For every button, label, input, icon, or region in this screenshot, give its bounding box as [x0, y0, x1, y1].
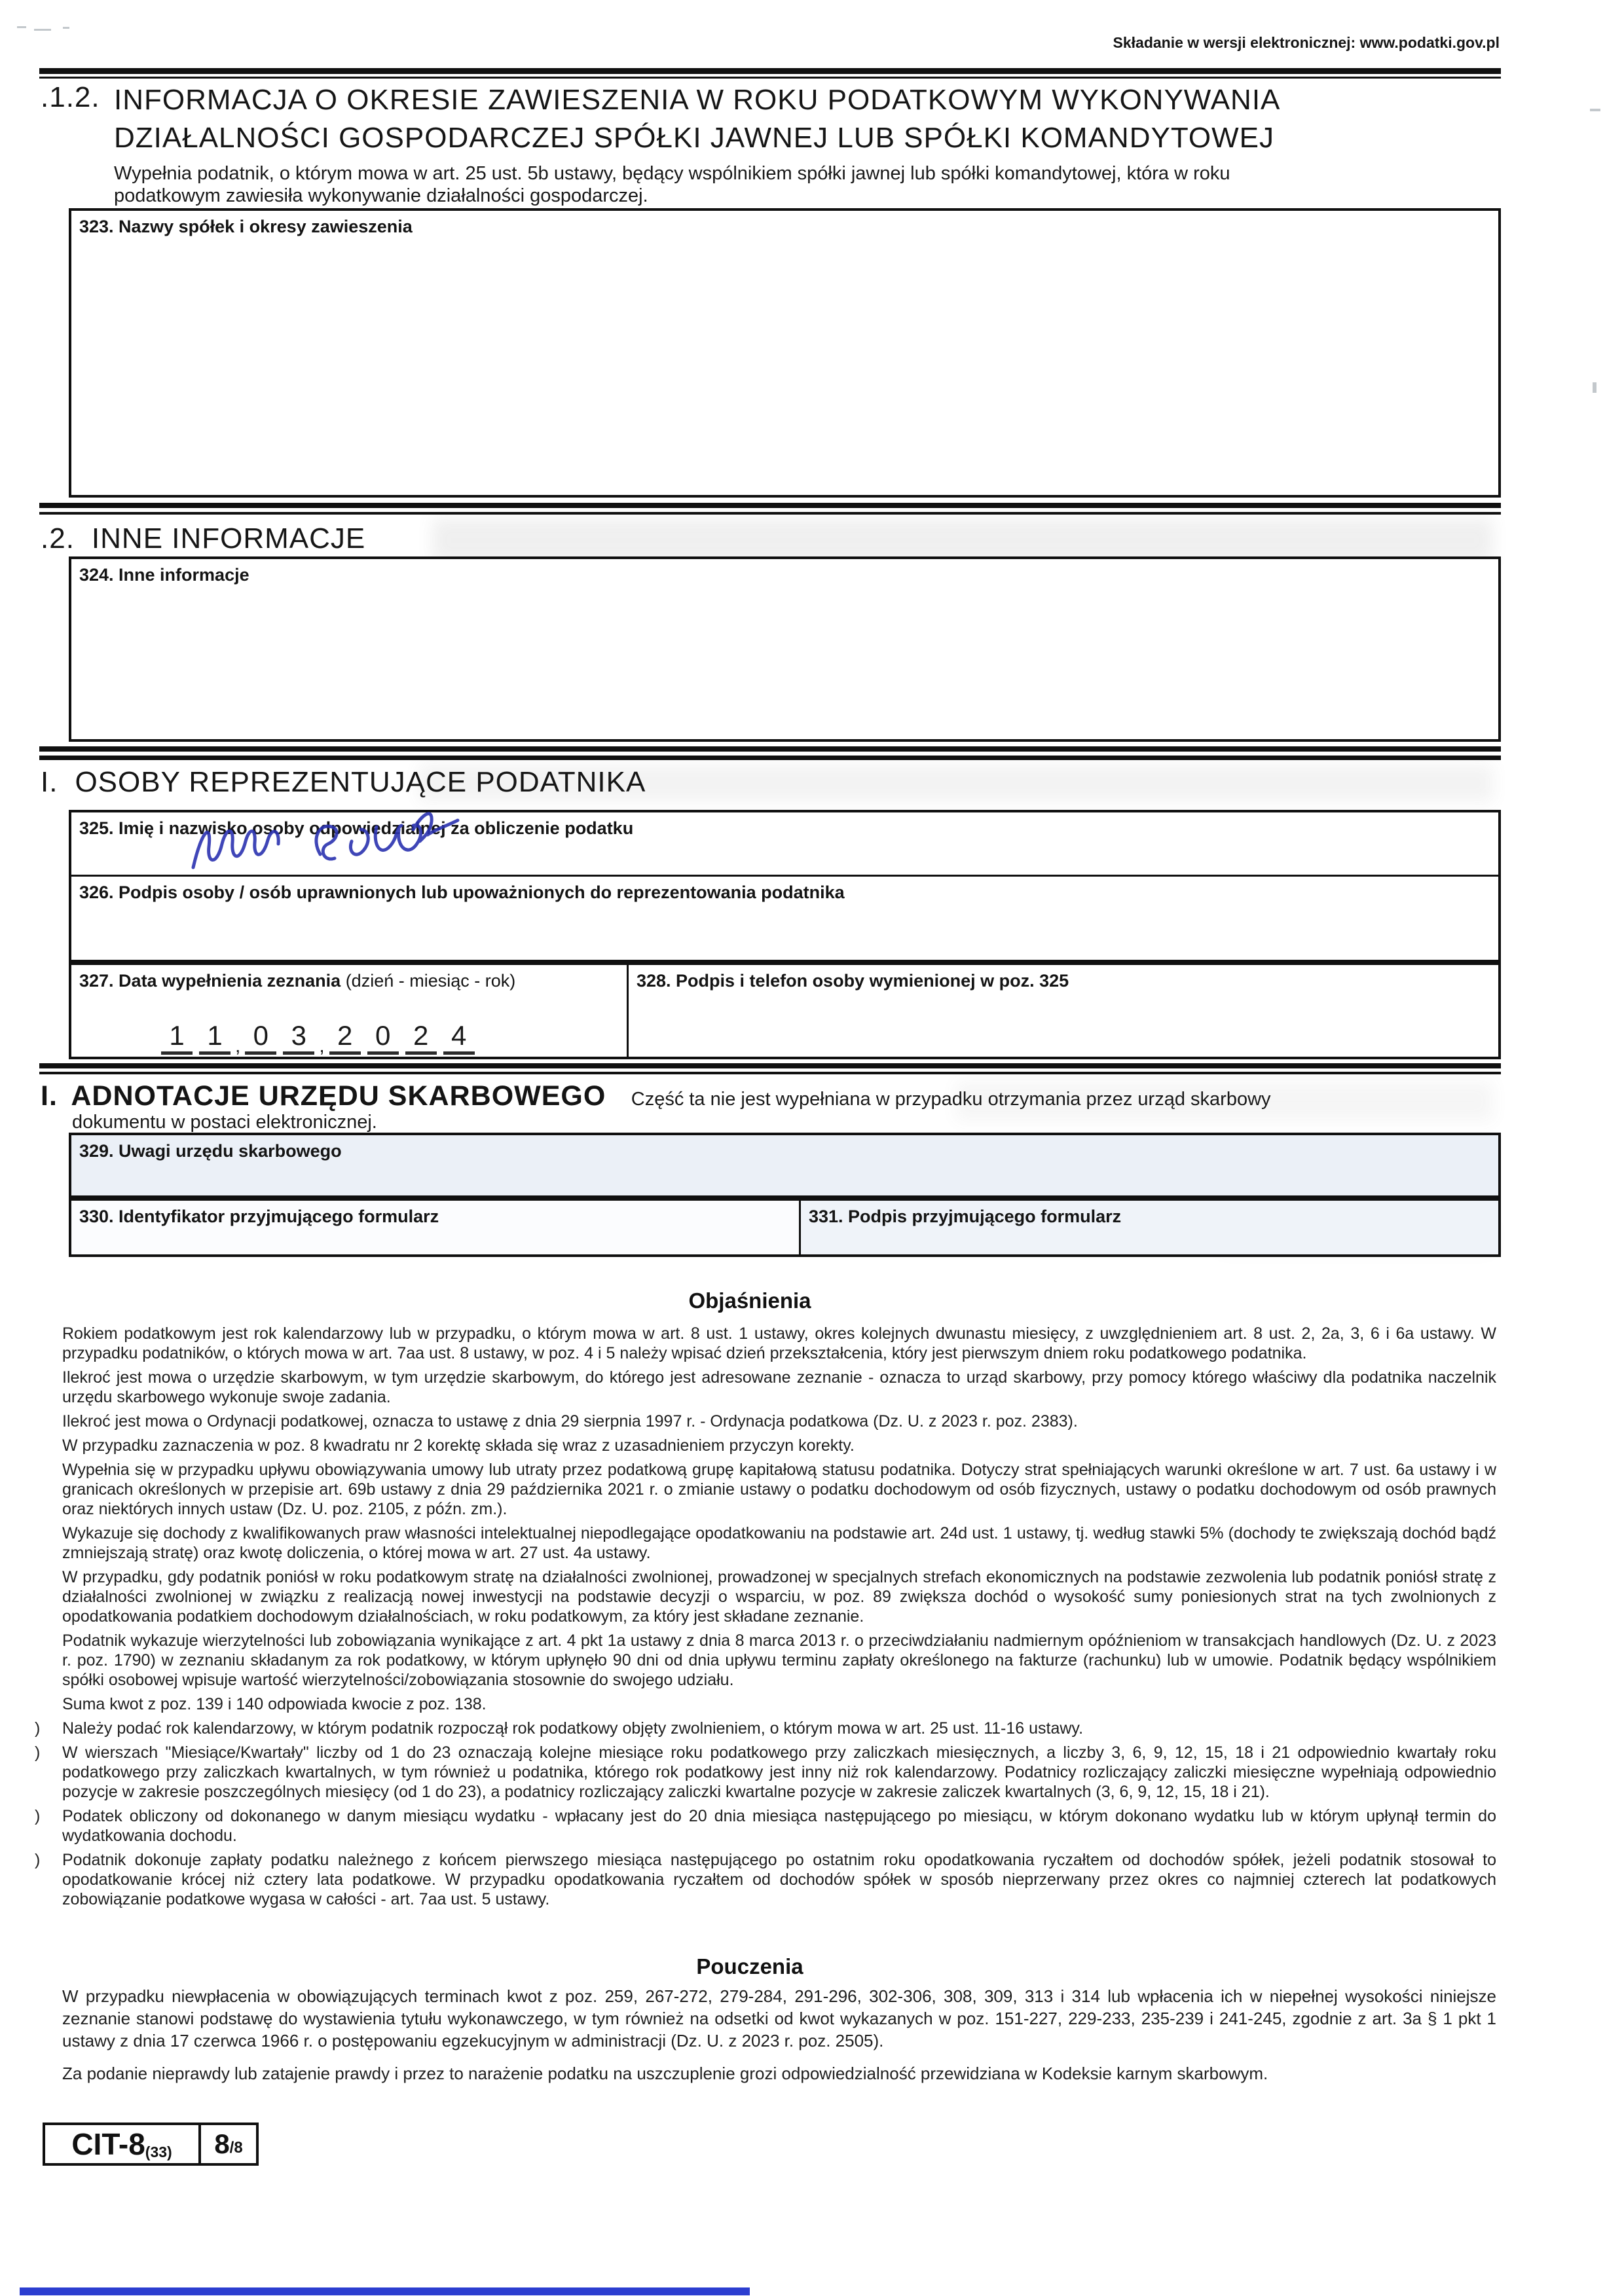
- paragraph-text: Rokiem podatkowym jest rok kalendarzowy lub w przypadku, o którym mowa w art. 8 ust. 1 ustawy, okres kolejnych dwunastu miesięcy, z uwzględnieniem art. 8 ust. 2, 2a, 3, 6 i 6a ustawy. W przypadku podatników, o których mowa w art. 7aa ust. 8 ustawy, w poz. 4 i 5 należy wpisać dzień przekształcenia, który jest pierwszym dniem roku podatkowego podatnika.: [62, 1324, 1496, 1362]
- objasnienia-paragraph: [62, 1631, 1496, 1690]
- paragraph-text: Należy podać rok kalendarzowy, w którym podatnik rozpoczął rok podatkowy objęty zwolnieniem, o którym mowa w art. 25 ust. 11-16 ustawy.: [62, 1719, 1084, 1738]
- footnote-marker: ): [35, 1743, 41, 1762]
- section-j-note-line1: Część ta nie jest wypełniana w przypadku otrzymania przez urząd skarbowy: [631, 1089, 1271, 1110]
- paragraph-text: Ilekroć jest mowa o urzędzie skarbowym, w tym urzędzie skarbowym, do którego jest adresowane zeznanie - oznacza to urząd skarbowy, przy pomocy którego właściwy dla podatnika naczelnik urzędu skarbowego wykonuje swoje zadania.: [62, 1368, 1496, 1406]
- section-g12-description: Wypełnia podatnik, o którym mowa w art. 25 ust. 5b ustawy, będący wspólnikiem spółki jawnej lub spółki komandytowej, która w roku podatkowym zawiesiła wykonywanie działalności gospodarczej.: [114, 163, 1230, 206]
- section-i-heading: [41, 766, 646, 799]
- pouczenia-paragraph: W przypadku niewpłacenia w obowiązujących terminach kwot z poz. 259, 267-272, 279-284, 291-296, 302-306, 308, 309, 313 i 314 lub wpłacenia ich w niepełnej wysokości niniejsze zeznanie stanowi podstawę do wystawienia tytułu wykonawczego, w tym również na odsetki od kwot wykazanych w poz. 151-227, 229-233, 235-239 i 241-245, zgodnie z art. 3a § 1 pkt 1 ustawy z dnia 17 czerwca 1966 r. o postępowaniu egzekucyjnym w administracji (Dz. U. z 2023 r. poz. 2505).: [62, 1986, 1496, 2050]
- form-revision: (33): [145, 2143, 172, 2160]
- objasnienia-paragraph: [62, 1567, 1496, 1626]
- field-330-label: 330. Identyfikator przyjmującego formularz: [79, 1207, 439, 1226]
- paragraph-text: Wykazuje się dochody z kwalifikowanych praw własności intelektualnej niepodlegające opodatkowaniu na podstawie art. 24d ust. 1 ustawy, tj. według stawki 5% (dochody te zwiększają dochód bądź zmniejszają stratę) oraz kwotę doliczenia, o której mowa w art. 27 ust. 4a ustawy.: [62, 1524, 1496, 1562]
- section-j-heading: [41, 1080, 1501, 1112]
- pencil-mark: [1590, 109, 1600, 111]
- pencil-mark: [63, 27, 69, 29]
- objasnienia-paragraph: [35, 1743, 1496, 1802]
- objasnienia-paragraph: [62, 1368, 1496, 1407]
- objasnienia-block: [35, 1324, 1496, 1914]
- field-331-cell: [801, 1201, 1498, 1254]
- handwritten-signature: [183, 803, 484, 888]
- pouczenia-heading: Pouczenia: [696, 1954, 803, 1978]
- paragraph-text: Podatnik wykazuje wierzytelności lub zobowiązania wynikające z art. 4 pkt 1a ustawy z dnia 8 marca 2013 r. o przeciwdziałaniu nadmiernym opóźnieniom w transakcjach handlowych (Dz. U. z 2023 r. poz. 1790) w zeznaniu składanym za rok podatkowy, w którym upłynęło 90 dni od dnia upływu terminu zapłaty określonego na fakturze (rachunku) lub w umowie. Podatnik będący wspólnikiem spółki osobowej wpisuje wartość wierzytelności/zobowiązania stosownie do swojego udziału.: [62, 1631, 1496, 1689]
- date-digit: 1: [161, 1020, 193, 1055]
- section-i-title: OSOBY REPREZENTUJĄCE PODATNIKA: [75, 766, 646, 798]
- scan-smudge: [432, 519, 1493, 562]
- objasnienia-paragraph: [62, 1324, 1496, 1363]
- pencil-mark: [17, 26, 26, 28]
- section-h2-title: INNE INFORMACJE: [91, 522, 366, 555]
- objasnienia-paragraph: [35, 1806, 1496, 1846]
- paragraph-text: Wypełnia się w przypadku upływu obowiązywania umowy lub utraty przez podatkową grupę kapitałową statusu podatnika. Dotyczy strat spełniających warunki określone w art. 7 ust. 6a ustawy i w granicach określonych w przepisie art. 69b ustawy z dnia 29 października 2021 r. o zmianie ustawy o podatku dochodowym od osób fizycznych, ustawy o podatku dochodowym od osób prawnych oraz niektórych innych ustaw (Dz. U. poz. 2105, z późn. zm.).: [62, 1461, 1496, 1518]
- field-324-label: 324. Inne informacje: [79, 565, 249, 585]
- date-field-value: [158, 1020, 478, 1055]
- pencil-mark: [34, 29, 51, 31]
- pencil-mark: [1593, 382, 1596, 393]
- objasnienia-paragraph: [62, 1523, 1496, 1563]
- date-digit: 4: [443, 1020, 475, 1055]
- field-324-box: [69, 556, 1501, 742]
- footnote-marker: ): [35, 1851, 41, 1869]
- date-separator: ,: [319, 1035, 325, 1057]
- field-326-label: 326. Podpis osoby / osób uprawnionych lub upoważnionych do reprezentowania podatnika: [79, 883, 845, 902]
- page-number-box: [198, 2123, 259, 2166]
- objasnienia-paragraph: [35, 1719, 1496, 1738]
- objasnienia-paragraph: [35, 1850, 1496, 1909]
- field-325-row: [71, 812, 1498, 877]
- section-j-number: I.: [41, 1080, 58, 1112]
- scan-edge-artifact: [20, 2287, 750, 2295]
- section-divider-rule: [39, 68, 1501, 79]
- form-code: CIT-8: [71, 2127, 145, 2161]
- date-digit: 2: [405, 1020, 437, 1055]
- objasnienia-paragraph: [62, 1460, 1496, 1519]
- footnote-marker: ): [35, 1719, 41, 1738]
- objasnienia-paragraph: [62, 1436, 1496, 1455]
- date-digit: 2: [329, 1020, 361, 1055]
- date-digit: 0: [367, 1020, 399, 1055]
- field-323-label: 323. Nazwy spółek i okresy zawieszenia: [79, 217, 413, 236]
- electronic-filing-note: Składanie w wersji elektronicznej: www.podatki.gov.pl: [1113, 34, 1500, 51]
- date-separator: ,: [235, 1035, 241, 1057]
- fields-330-331-box: [69, 1198, 1501, 1257]
- section-divider-rule: [39, 1063, 1501, 1074]
- date-digit: 0: [245, 1020, 276, 1055]
- paragraph-text: Podatnik dokonuje zapłaty podatku należnego z końcem pierwszego miesiąca następującego po ostatnim roku opodatkowania ryczałtem od dochodów spółek, jeżeli podatnik stosował to opodatkowanie krócej niż cztery lata podatkowe. W przypadku opodatkowania ryczałtem od dochodów spółek w sposób nieprzerwany przez okres co najmniej czterech lat podatkowych zobowiązanie podatkowe wygasa w całości - art. 7aa ust. 5 ustawy.: [62, 1851, 1496, 1908]
- field-329-label: 329. Uwagi urzędu skarbowego: [79, 1141, 342, 1161]
- section-j-note-line2: dokumentu w postaci elektronicznej.: [72, 1112, 377, 1133]
- section-g12-number: .1.2.: [41, 81, 100, 113]
- field-327-label-bold: 327. Data wypełnienia zeznania: [79, 971, 341, 991]
- field-327-label: [71, 965, 627, 996]
- field-329-box: [69, 1133, 1501, 1198]
- section-h2-heading: [41, 522, 365, 555]
- page-total: /8: [229, 2139, 243, 2157]
- objasnienia-paragraph: [62, 1694, 1496, 1714]
- section-g12-title: INFORMACJA O OKRESIE ZAWIESZENIA W ROKU PODATKOWYM WYKONYWANIA DZIAŁALNOŚCI GOSPODARCZEJ SPÓŁKI JAWNEJ LUB SPÓŁKI KOMANDYTOWEJ: [114, 84, 1279, 154]
- objasnienia-heading: Objaśnienia: [688, 1288, 811, 1313]
- section-i-number: I.: [41, 766, 58, 798]
- paragraph-text: W przypadku zaznaczenia w poz. 8 kwadratu nr 2 korektę składa się wraz z uzasadnieniem przyczyn korekty.: [62, 1436, 855, 1455]
- footnote-marker: ): [35, 1807, 41, 1825]
- field-325-label: 325. Imię i nazwisko osoby odpowiedzialnej za obliczenie podatku: [79, 818, 634, 838]
- field-327-cell: [71, 965, 629, 1057]
- section-divider-rule: [39, 503, 1501, 515]
- pouczenia-paragraph: Za podanie nieprawdy lub zatajenie prawdy i przez to narażenie podatku na uszczuplenie grozi odpowiedzialność przewidziana w Kodeksie karnym skarbowym.: [62, 2064, 1268, 2083]
- pouczenia-block: [62, 1985, 1496, 2095]
- form-code-box: [43, 2123, 201, 2166]
- field-331-label: 331. Podpis przyjmującego formularz: [809, 1207, 1122, 1226]
- section-g12-heading: [41, 81, 1332, 157]
- paragraph-text: W wierszach "Miesiące/Kwartały" liczby od 1 do 23 oznaczają kolejne miesiące roku podatkowego przy zaliczkach miesięcznych, a liczby 3, 6, 9, 12, 15, 18 i 21 odpowiednio kwartały roku podatkowego przy zaliczkach kwartalnych, w tym również u podatnika, którego rok podatkowy jest inny niż rok kalendarzowy. Podatnicy rozliczający zaliczki miesięczne wypełniają odpowiednio pozycje w zakresie poszczególnych miesięcy (od 1 do 23), a podatnicy rozliczający zaliczki kwartalne pozycje w zakresie zaliczek kwartalnych (3, 6, 9, 12, 15, 18 i 21).: [62, 1743, 1496, 1801]
- fields-327-328-box: [69, 962, 1501, 1059]
- date-digit: 3: [283, 1020, 314, 1055]
- paragraph-text: Podatek obliczony od dokonanego w danym miesiącu wydatku - wpłacany jest do 20 dnia miesiąca następującego po miesiącu, w którym dokonano wydatku lub w którym upłynął termin do wydatkowania dochodu.: [62, 1807, 1496, 1845]
- field-328-cell: [629, 965, 1498, 1057]
- field-323-box: [69, 208, 1501, 498]
- paragraph-text: Suma kwot z poz. 139 i 140 odpowiada kwocie z poz. 138.: [62, 1695, 487, 1713]
- field-327-label-note: (dzień - miesiąc - rok): [345, 971, 516, 991]
- page-current: 8: [214, 2128, 230, 2159]
- paragraph-text: Ilekroć jest mowa o Ordynacji podatkowej, oznacza to ustawę z dnia 29 sierpnia 1997 r. - Ordynacja podatkowa (Dz. U. z 2023 r. poz. 2383).: [62, 1412, 1078, 1430]
- section-divider-rule: [39, 746, 1501, 760]
- section-h2-number: .2.: [41, 522, 75, 555]
- objasnienia-paragraph: [62, 1412, 1496, 1431]
- date-digit: 1: [199, 1020, 231, 1055]
- field-328-label: 328. Podpis i telefon osoby wymienionej w poz. 325: [637, 971, 1069, 991]
- paragraph-text: W przypadku, gdy podatnik poniósł w roku podatkowym stratę na działalności zwolnionej, prowadzonej w specjalnych strefach ekonomicznych na podstawie zezwolenia lub podatnik poniósł stratę z działalności zwolnionej w związku z realizacją nowej inwestycji na podstawie decyzji o wsparciu, w poz. 89 zwiększa dochód o wysokość sumy poniesionych strat na tych zwolnionych z opodatkowania podatkiem dochodowym działalnościach, w roku podatkowym, za który jest składane zeznanie.: [62, 1568, 1496, 1626]
- fields-325-326-box: [69, 810, 1501, 962]
- section-j-title: ADNOTACJE URZĘDU SKARBOWEGO: [71, 1080, 606, 1112]
- field-330-cell: [71, 1201, 801, 1254]
